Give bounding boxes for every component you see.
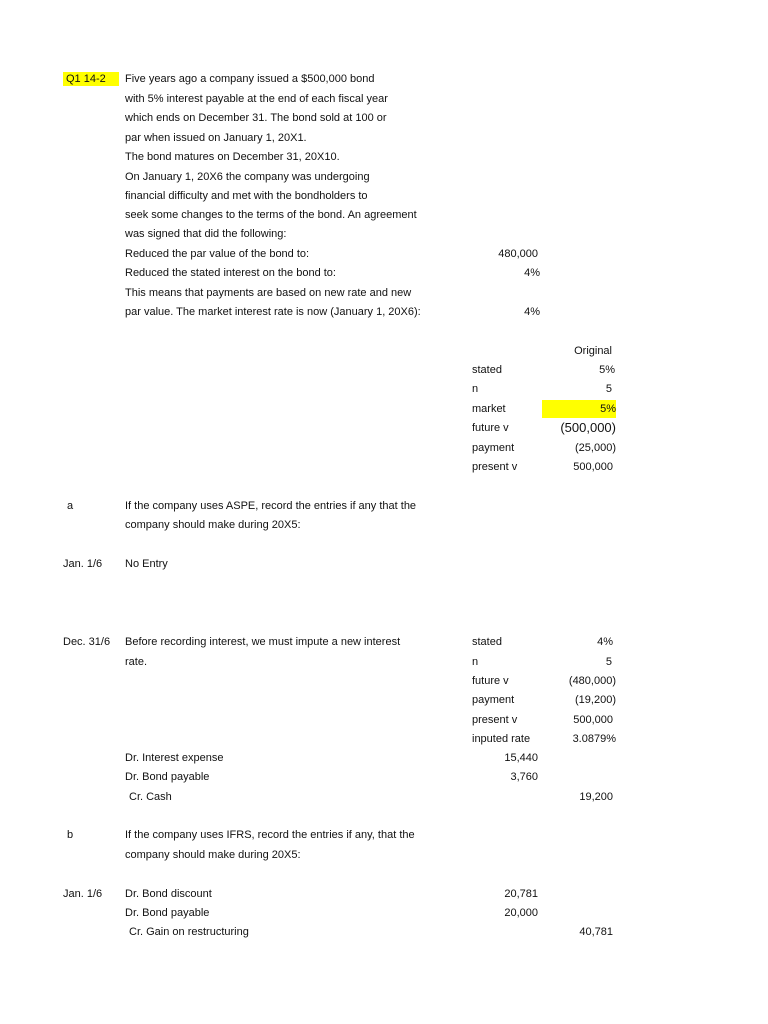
calc-value: 4% [597,636,613,648]
calc-value: 5 [605,656,612,668]
original-market-value: 5% [542,400,616,418]
original-label: payment [472,442,515,454]
part-a-jan-text: No Entry [125,558,168,570]
question-id: Q1 14-2 [63,72,119,86]
journal-debit: 20,781 [504,888,538,900]
original-header: Original [574,345,612,357]
calc-value: (19,200) [575,694,616,706]
journal-account: Dr. Bond discount [125,888,212,900]
original-label: present v [472,461,518,473]
calc-value: 3.0879% [572,733,616,745]
calc-label: inputed rate [472,733,531,745]
par-value: 480,000 [498,248,538,260]
original-label: future v [472,422,509,434]
original-label: market [472,403,506,415]
original-label: stated [472,364,502,376]
question-line: This means that payments are based on new rate and new [125,287,412,299]
journal-account: Cr. Cash [129,791,172,803]
part-a-jan-date: Jan. 1/6 [63,558,103,570]
calc-label: future v [472,675,509,687]
calc-label: present v [472,714,518,726]
question-line: On January 1, 20X6 the company was undergoing [125,171,370,183]
part-a-dec-line: rate. [125,656,148,668]
original-value: 5% [599,364,615,376]
original-label: n [472,383,479,395]
journal-debit: 20,000 [504,907,538,919]
part-a-dec-date: Dec. 31/6 [63,636,111,648]
question-line: financial difficulty and met with the bondholders to [125,190,368,202]
question-line: par when issued on January 1, 20X1. [125,132,307,144]
part-b-line: If the company uses IFRS, record the entries if any, that the [125,829,415,841]
question-line: with 5% interest payable at the end of each fiscal year [125,93,388,105]
part-b-line: company should make during 20X5: [125,849,301,861]
journal-account: Dr. Interest expense [125,752,224,764]
question-line: was signed that did the following: [125,228,287,240]
calc-value: (480,000) [568,675,616,687]
question-line: Reduced the par value of the bond to: [125,248,310,260]
journal-account: Cr. Gain on restructuring [129,926,249,938]
journal-account: Dr. Bond payable [125,771,210,783]
part-b-date: Jan. 1/6 [63,888,103,900]
question-line: par value. The market interest rate is now (January 1, 20X6): [125,306,421,318]
question-line: The bond matures on December 31, 20X10. [125,151,340,163]
stated-rate: 4% [524,267,540,279]
original-value: (500,000) [560,420,616,435]
calc-value: 500,000 [573,714,613,726]
journal-credit: 19,200 [579,791,613,803]
original-value: 5 [605,383,612,395]
calc-label: stated [472,636,502,648]
original-value: 500,000 [573,461,613,473]
original-value: (25,000) [575,442,616,454]
question-line: Reduced the stated interest on the bond to: [125,267,336,279]
part-a-line: If the company uses ASPE, record the entries if any that the [125,500,417,512]
part-a-letter: a [67,500,74,512]
question-line: seek some changes to the terms of the bond. An agreement [125,209,417,221]
calc-label: n [472,656,479,668]
part-a-dec-line: Before recording interest, we must impute a new interest [125,636,401,648]
journal-debit: 15,440 [504,752,538,764]
calc-label: payment [472,694,515,706]
journal-debit: 3,760 [510,771,538,783]
part-a-line: company should make during 20X5: [125,519,301,531]
journal-account: Dr. Bond payable [125,907,210,919]
question-line: Five years ago a company issued a $500,000 bond [125,73,375,85]
question-line: which ends on December 31. The bond sold at 100 or [125,112,387,124]
journal-credit: 40,781 [579,926,613,938]
part-b-letter: b [67,829,74,841]
market-rate: 4% [524,306,540,318]
